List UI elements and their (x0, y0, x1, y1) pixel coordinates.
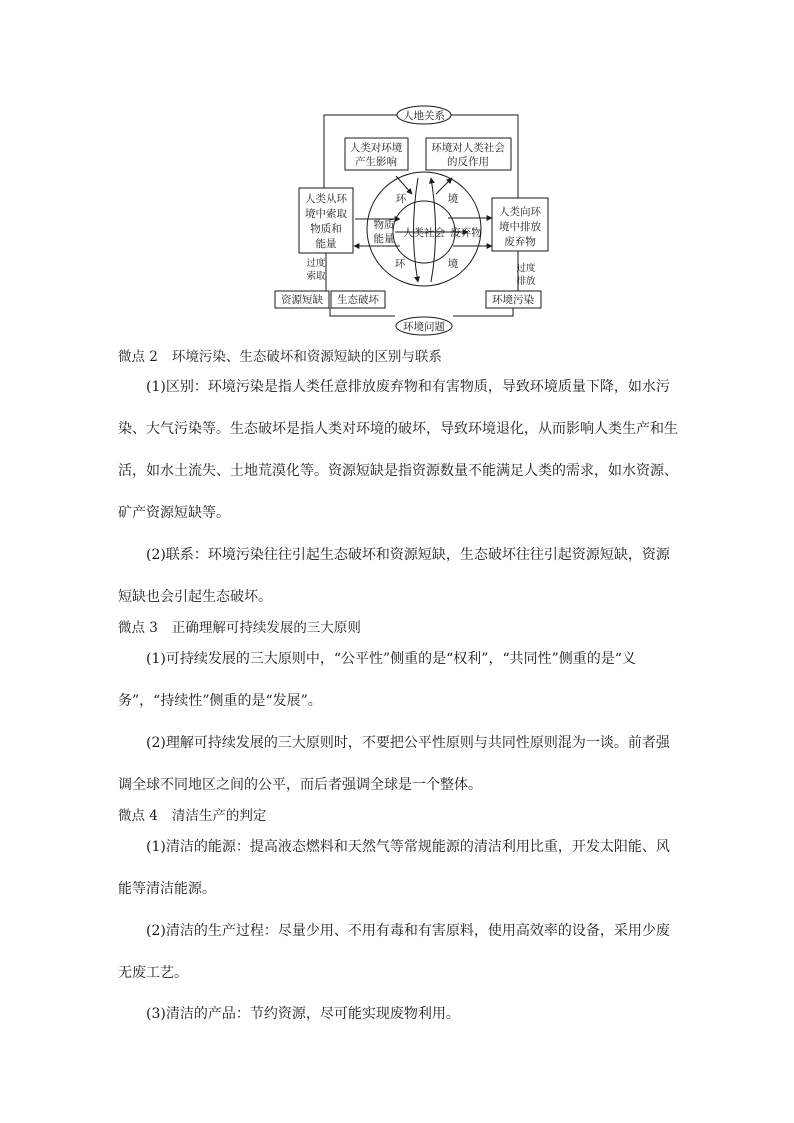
center-label: 人类社会 (403, 227, 445, 239)
paragraph-line: (2)理解可持续发展的三大原则时，不要把公平性原则与共同性原则混为一谈。前者强 (146, 735, 670, 751)
top-oval-label: 人地关系 (403, 110, 445, 122)
paragraph-line: (2)联系：环境污染往往引起生态破坏和资源短缺，生态破坏往往引起资源短缺，资源 (146, 547, 670, 563)
box-discharge-line1: 人类向环 (499, 206, 541, 218)
paragraph-line: (2)清洁的生产过程：尽量少用、不用有毒和有害原料，使用高效率的设备，采用少废 (146, 923, 670, 939)
section-number: 微点 4 (118, 808, 158, 824)
paragraph-line: (3)清洁的产品：节约资源，尽可能实现废物利用。 (146, 1006, 460, 1022)
env-char-top-right: 境 (447, 193, 459, 205)
section-number: 微点 3 (118, 620, 158, 636)
section-heading (118, 618, 688, 638)
human-land-relationship-diagram (0, 0, 794, 340)
paragraph-line: 染、大气污染等。生态破坏是指人类对环境的破坏，导致环境退化，从而影响人类生产和生 (118, 421, 678, 437)
eco-damage-label: 生态破坏 (337, 294, 379, 306)
box-extract-line3: 物质和 (310, 223, 342, 235)
paragraph-line: (1)区别：环境污染是指人类任意排放废弃物和有害物质，导致环境质量下降，如水污 (146, 379, 670, 395)
box-discharge-line3: 废弃物 (504, 236, 536, 248)
box-env-effect-line1: 环境对人类社会 (431, 142, 505, 154)
box-human-effect-line1: 人类对环境 (349, 142, 403, 154)
over-discharge-line2: 排放 (516, 276, 536, 287)
energy-label: 能量 (373, 233, 395, 245)
section-number: 微点 2 (118, 349, 158, 365)
paragraph-line: 无废工艺。 (118, 965, 188, 981)
env-char-top-left: 环 (395, 193, 407, 205)
paragraph-line: 短缺也会引起生态破坏。 (118, 589, 272, 605)
box-extract-line4: 能量 (315, 238, 337, 250)
paragraph-line: 能等清洁能源。 (118, 881, 216, 897)
waste-label: 废弃物 (450, 227, 482, 239)
box-human-effect-line2: 产生影响 (355, 156, 397, 168)
box-extract-line1: 人类从环 (305, 193, 347, 205)
over-extract-line2: 索取 (306, 271, 326, 282)
section-title: 正确理解可持续发展的三大原则 (171, 620, 361, 636)
section-heading (118, 347, 688, 367)
paragraph-line: 矿产资源短缺等。 (118, 505, 230, 521)
box-env-effect-line2: 的反作用 (447, 156, 489, 168)
over-extract-line1: 过度 (306, 258, 326, 269)
paragraph-line: 调全球不同地区之间的公平，而后者强调全球是一个整体。 (118, 777, 482, 793)
matter-label: 物质 (373, 219, 395, 231)
paragraph-line: (1)可持续发展的三大原则中，“公平性”侧重的是“权利”，“共同性”侧重的是“义 (146, 651, 636, 667)
box-discharge-line2: 境中排放 (499, 221, 541, 233)
over-discharge-line1: 过度 (516, 263, 536, 274)
section-title: 环境污染、生态破坏和资源短缺的区别与联系 (171, 349, 442, 365)
env-char-bottom-right: 境 (447, 258, 459, 270)
env-char-bottom-left: 环 (394, 258, 406, 270)
paragraph-line: 务”，“持续性”侧重的是“发展”。 (118, 693, 322, 709)
res-shortage-label: 资源短缺 (281, 294, 323, 306)
box-extract-line2: 境中索取 (305, 208, 347, 220)
env-pollution-label: 环境污染 (492, 294, 534, 306)
paragraph-line: (1)清洁的能源：提高液态燃料和天然气等常规能源的清洁利用比重，开发太阳能、风 (146, 839, 670, 855)
section-heading (118, 806, 688, 826)
section-title: 清洁生产的判定 (171, 808, 267, 824)
paragraph-line: 活，如水土流失、土地荒漠化等。资源短缺是指资源数量不能满足人类的需求，如水资源、 (118, 463, 678, 479)
bottom-oval-label: 环境问题 (403, 321, 445, 333)
